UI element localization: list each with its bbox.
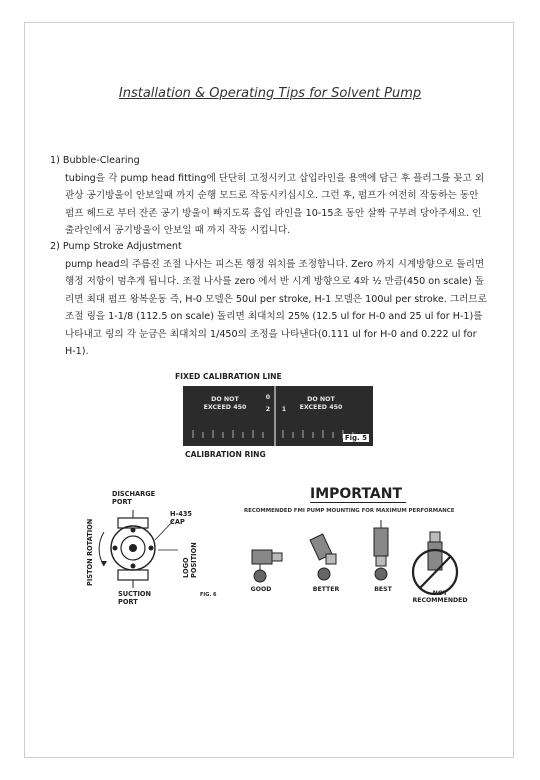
scale-number: 2 — [265, 406, 271, 413]
scale-number: 1 — [281, 406, 287, 413]
section-body: tubing을 각 pump head fitting에 단단히 고정시키고 삽입라인을 용액에 담근 후 플러그를 꽂고 외관상 공기방울이 안보일때 까지 순행 모드로 작동시키십시오. 그런 후, 펌프가 여전히 작동하는 동안 펌프 헤드로 부터 잔존 공기 방울이 빠지도록 흡입 라인을 10-15초 동안 살짝 구부려 당아주세요. 인출라인에서 공기방울이 안보일 때 까지 작동 시킵니다. — [65, 172, 485, 236]
mounting-caption-good: GOOD — [250, 586, 272, 593]
important-mounting-panel — [240, 486, 472, 606]
scale-number: 0 — [265, 394, 271, 401]
mounting-caption-best: BEST — [374, 586, 392, 593]
section-body: pump head의 주름진 조절 나사는 피스톤 행정 위치를 조정합니다. Zero 까지 시계방향으로 돌리면 행정 저항이 멈추게 됩니다. 조절 나사를 zero 에서 반 시계 방향으로 4와 ½ 만큼(450 on scale) 돌리면 최대 펌프 왕복운동 즉, H-0 모델은 50ul per stroke, H-1 모델은 100ul per stroke. 그러므로 조절 링을 1-1/8 (112.5 on scale) 돌리면 최대치의 25% (12.5 ul for H-0 and 25 ul for H-1)를 나타내고 링의 각 눈금은 최대치의 1/450의 조정을 나타낸다(0.111 ul for H-0 and 0.222 ul for H-1). — [65, 258, 487, 357]
calibration-figure — [175, 372, 377, 462]
section-bubble-clearing — [50, 152, 490, 240]
section-heading: 2) Pump Stroke Adjustment — [50, 241, 182, 252]
figure-number: FIG. 6 — [200, 592, 217, 598]
fixed-calibration-line-label: FIXED CALIBRATION LINE — [175, 372, 282, 381]
page-title: Installation & Operating Tips for Solvent Pump — [118, 86, 422, 101]
figure-number: Fig. 5 — [344, 434, 367, 442]
pump-head-diagram — [82, 490, 232, 610]
heading-underline — [310, 502, 406, 503]
logo-position-label: LOGO POSITION — [182, 542, 198, 578]
piston-rotation-label: PISTON ROTATION — [86, 518, 94, 586]
section-stroke-adjustment — [50, 238, 490, 361]
section-heading: 1) Bubble-Clearing — [50, 155, 140, 166]
mounting-caption-not-recommended: NOT RECOMMENDED — [412, 590, 468, 604]
discharge-port-label: DISCHARGE PORT — [112, 490, 156, 506]
right-warning-label: DO NOT EXCEED 450 — [299, 396, 343, 411]
suction-port-label: SUCTION PORT — [118, 590, 152, 606]
cap-label: H-435 CAP — [170, 510, 193, 526]
important-heading: IMPORTANT — [310, 486, 403, 502]
mounting-caption-better: BETTER — [312, 586, 340, 593]
left-warning-label: DO NOT EXCEED 450 — [203, 396, 247, 411]
calibration-ring-label: CALIBRATION RING — [185, 450, 266, 459]
important-subtitle: RECOMMENDED FMI PUMP MOUNTING FOR MAXIMUM PERFORMANCE — [244, 508, 455, 514]
